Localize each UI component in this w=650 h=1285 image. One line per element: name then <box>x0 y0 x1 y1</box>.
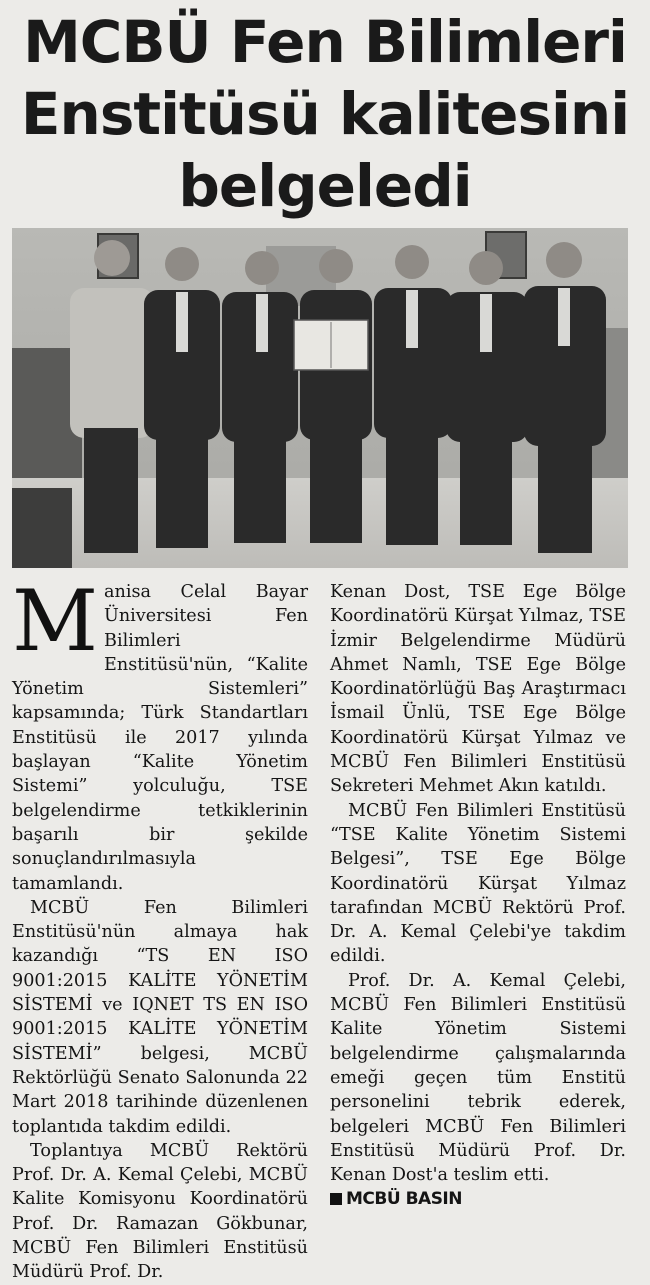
article-column-right <box>330 580 626 1212</box>
article-column-left <box>12 572 308 1285</box>
paragraph-3: Toplantıya MCBÜ Rektörü Prof. Dr. A. Kemal Çelebi, MCBÜ Kalite Komisyonu Koordinatörü Prof. Dr. Ramazan Gökbunar, MCBÜ Fen Bilimleri Enstitüsü Müdürü Prof. Dr. <box>12 1140 308 1283</box>
paragraph-1 <box>12 572 308 896</box>
byline-text: MCBÜ BASIN <box>346 1189 462 1210</box>
article-body <box>12 572 628 1283</box>
group-photo <box>12 228 628 568</box>
headline-line-1: MCBÜ Fen Bilimleri <box>23 8 627 76</box>
headline-line-2: Enstitüsü kalitesini <box>20 80 630 148</box>
headline <box>8 6 642 222</box>
headline-line-3: belgeledi <box>178 152 472 220</box>
paragraph-5: Prof. Dr. A. Kemal Çelebi, MCBÜ Fen Bilimleri Enstitüsü Kalite Yönetim Sistemi belgelendirme çalışmalarında emeği geçen tüm Enstitü personelini tebrik ederek, belgeleri MCBÜ Fen Bilimleri Enstitüsü Müdürü Prof. Dr. Kenan Dost'a teslim etti. <box>330 970 626 1186</box>
group-photo-illustration <box>12 228 628 568</box>
paragraph-4: MCBÜ Fen Bilimleri Enstitüsü “TSE Kalite Yönetim Sistemi Belgesi”, TSE Ege Bölge Koordinatörü Kürşat Yılmaz tarafından MCBÜ Rektörü Prof. Dr. A. Kemal Çelebi'ye takdim edildi. <box>330 800 626 967</box>
paragraph-3-continued: Kenan Dost, TSE Ege Bölge Koordinatörü Kürşat Yılmaz, TSE İzmir Belgelendirme Müdürü Ahmet Namlı, TSE Ege Bölge Koordinatörlüğü Baş Araştırmacı İsmail Ünlü, TSE Ege Bölge Koordinatörü Kürşat Yılmaz ve MCBÜ Fen Bilimleri Enstitüsü Sekreteri Mehmet Akın katıldı. <box>330 582 626 797</box>
byline-square-icon <box>330 1193 342 1205</box>
drop-cap: M <box>12 572 99 670</box>
paragraph-2: MCBÜ Fen Bilimleri Enstitüsü'nün almaya hak kazandığı “TS EN ISO 9001:2015 KALİTE YÖNETİM SİSTEMİ ve IQNET TS EN ISO 9001:2015 KALİTE YÖNETİM SİSTEMİ” belgesi, MCBÜ Rektörlüğü Senato Salonunda 22 Mart 2018 tarihinde düzenlenen toplantıda takdim edildi. <box>12 897 308 1137</box>
byline <box>330 1187 626 1211</box>
paragraph-1-text: anisa Celal Bayar Üniversitesi Fen Bilimleri Enstitüsü'nün, “Kalite Yönetim Sistemleri” kapsamında; Türk Standartları Enstitüsü ile 2017 yılında başlayan “Kalite Yönetim Sistemi” yolculuğu, TSE belgelendirme tetkiklerinin başarılı bir şekilde sonuçlandırılmasıyla tamamlandı. <box>12 582 308 894</box>
